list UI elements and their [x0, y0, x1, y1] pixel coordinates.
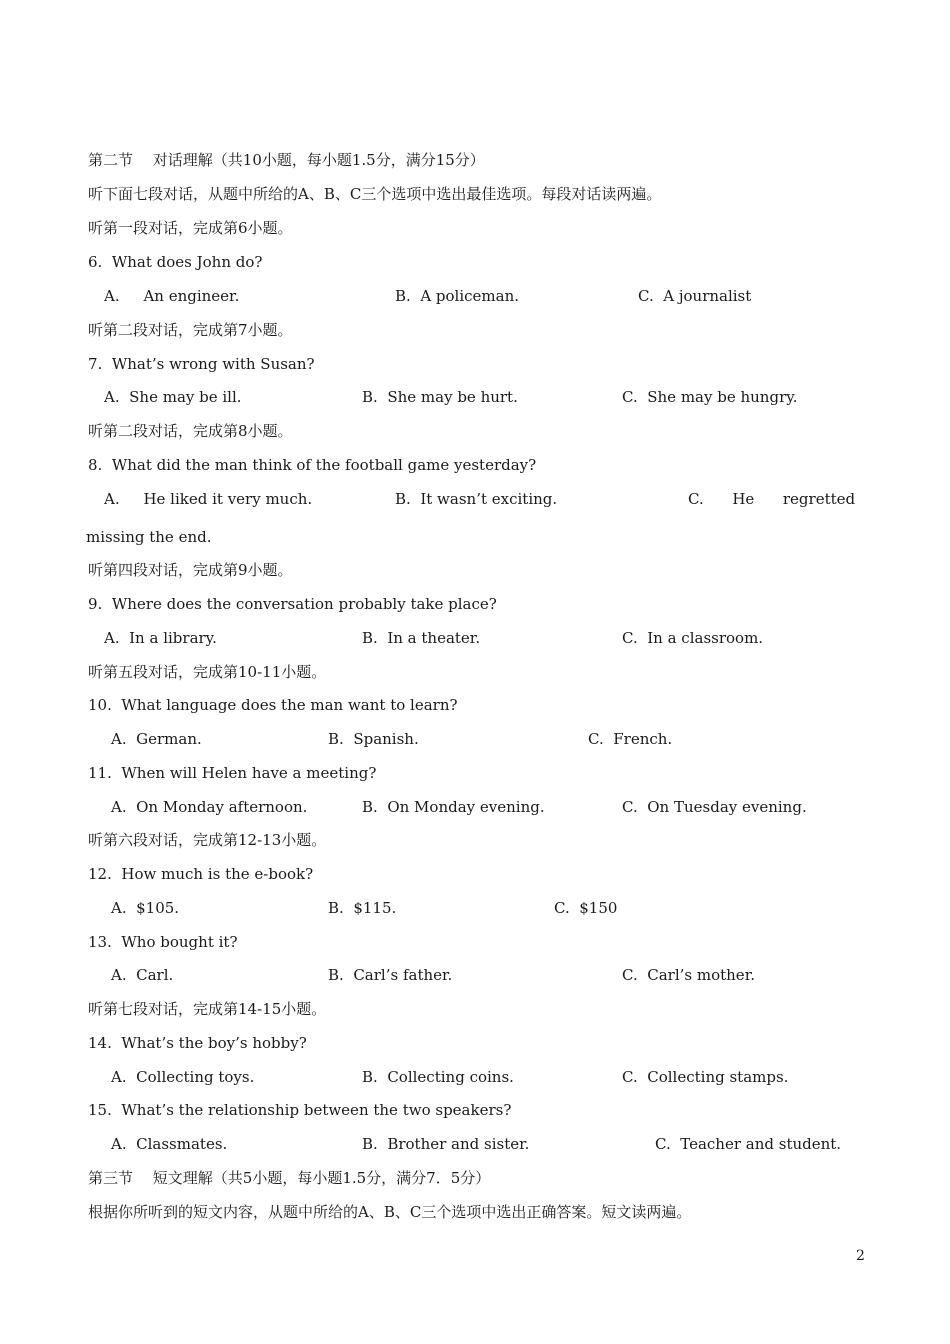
- option-a: A. Collecting toys.: [111, 1068, 255, 1086]
- option-b: B. It wasn’t exciting.: [395, 490, 558, 508]
- option-a: A. Classmates.: [111, 1135, 228, 1153]
- section3-heading: 第三节 短文理解（共5小题，每小题1.5分，满分7．5分）: [88, 1169, 491, 1187]
- option-a: A. She may be ill.: [104, 388, 242, 406]
- option-a: A. He liked it very much.: [104, 490, 313, 508]
- dialogue-intro: 听第七段对话，完成第14-15小题。: [88, 1000, 327, 1018]
- section2-heading: 第二节 对话理解（共10小题，每小题1.5分，满分15分）: [88, 151, 485, 169]
- question-10: 10. What language does the man want to learn?: [88, 696, 458, 714]
- option-b: B. In a theater.: [362, 629, 481, 647]
- option-b: B. $115.: [328, 899, 397, 917]
- question-8: 8. What did the man think of the football game yesterday?: [88, 456, 537, 474]
- option-c: C. French.: [588, 730, 673, 748]
- question-11: 11. When will Helen have a meeting?: [88, 764, 377, 782]
- option-c: C. She may be hungry.: [622, 388, 798, 406]
- page-number: 2: [856, 1248, 865, 1264]
- option-b: B. On Monday evening.: [362, 798, 545, 816]
- option-a: A. An engineer.: [104, 287, 240, 305]
- option-c: C. Carl’s mother.: [622, 966, 755, 984]
- option-a: A. $105.: [111, 899, 180, 917]
- dialogue-intro: 听第五段对话，完成第10-11小题。: [88, 663, 327, 681]
- question-14: 14. What’s the boy’s hobby?: [88, 1034, 307, 1052]
- question-13: 13. Who bought it?: [88, 933, 238, 951]
- question-9: 9. Where does the conversation probably take place?: [88, 595, 497, 613]
- option-c: C. Collecting stamps.: [622, 1068, 789, 1086]
- option-b: B. She may be hurt.: [362, 388, 518, 406]
- option-a: A. In a library.: [104, 629, 217, 647]
- option-c: C. Teacher and student.: [655, 1135, 842, 1153]
- question-7: 7. What’s wrong with Susan?: [88, 355, 315, 373]
- dialogue-intro: 听第二段对话，完成第8小题。: [88, 422, 293, 440]
- option-a: A. On Monday afternoon.: [111, 798, 308, 816]
- option-b: B. Brother and sister.: [362, 1135, 530, 1153]
- option-a: A. German.: [111, 730, 202, 748]
- option-c: C. In a classroom.: [622, 629, 764, 647]
- section2-instruction: 听下面七段对话，从题中所给的A、B、C三个选项中选出最佳选项。每段对话读两遍。: [88, 185, 662, 203]
- section3-instruction: 根据你所听到的短文内容，从题中所给的A、B、C三个选项中选出正确答案。短文读两遍。: [88, 1203, 692, 1221]
- question-15: 15. What’s the relationship between the two speakers?: [88, 1101, 512, 1119]
- option-c-continued: missing the end.: [86, 528, 212, 546]
- option-b: B. A policeman.: [395, 287, 520, 305]
- dialogue-intro: 听第一段对话，完成第6小题。: [88, 219, 293, 237]
- option-c: C. He regretted: [688, 490, 856, 508]
- option-b: B. Spanish.: [328, 730, 419, 748]
- dialogue-intro: 听第二段对话，完成第7小题。: [88, 321, 293, 339]
- dialogue-intro: 听第六段对话，完成第12-13小题。: [88, 831, 327, 849]
- question-12: 12. How much is the e-book?: [88, 865, 314, 883]
- option-a: A. Carl.: [111, 966, 174, 984]
- option-c: C. A journalist: [638, 287, 752, 305]
- option-b: B. Collecting coins.: [362, 1068, 514, 1086]
- option-b: B. Carl’s father.: [328, 966, 453, 984]
- dialogue-intro: 听第四段对话，完成第9小题。: [88, 561, 293, 579]
- question-6: 6. What does John do?: [88, 253, 263, 271]
- option-c: C. On Tuesday evening.: [622, 798, 807, 816]
- option-c: C. $150: [554, 899, 618, 917]
